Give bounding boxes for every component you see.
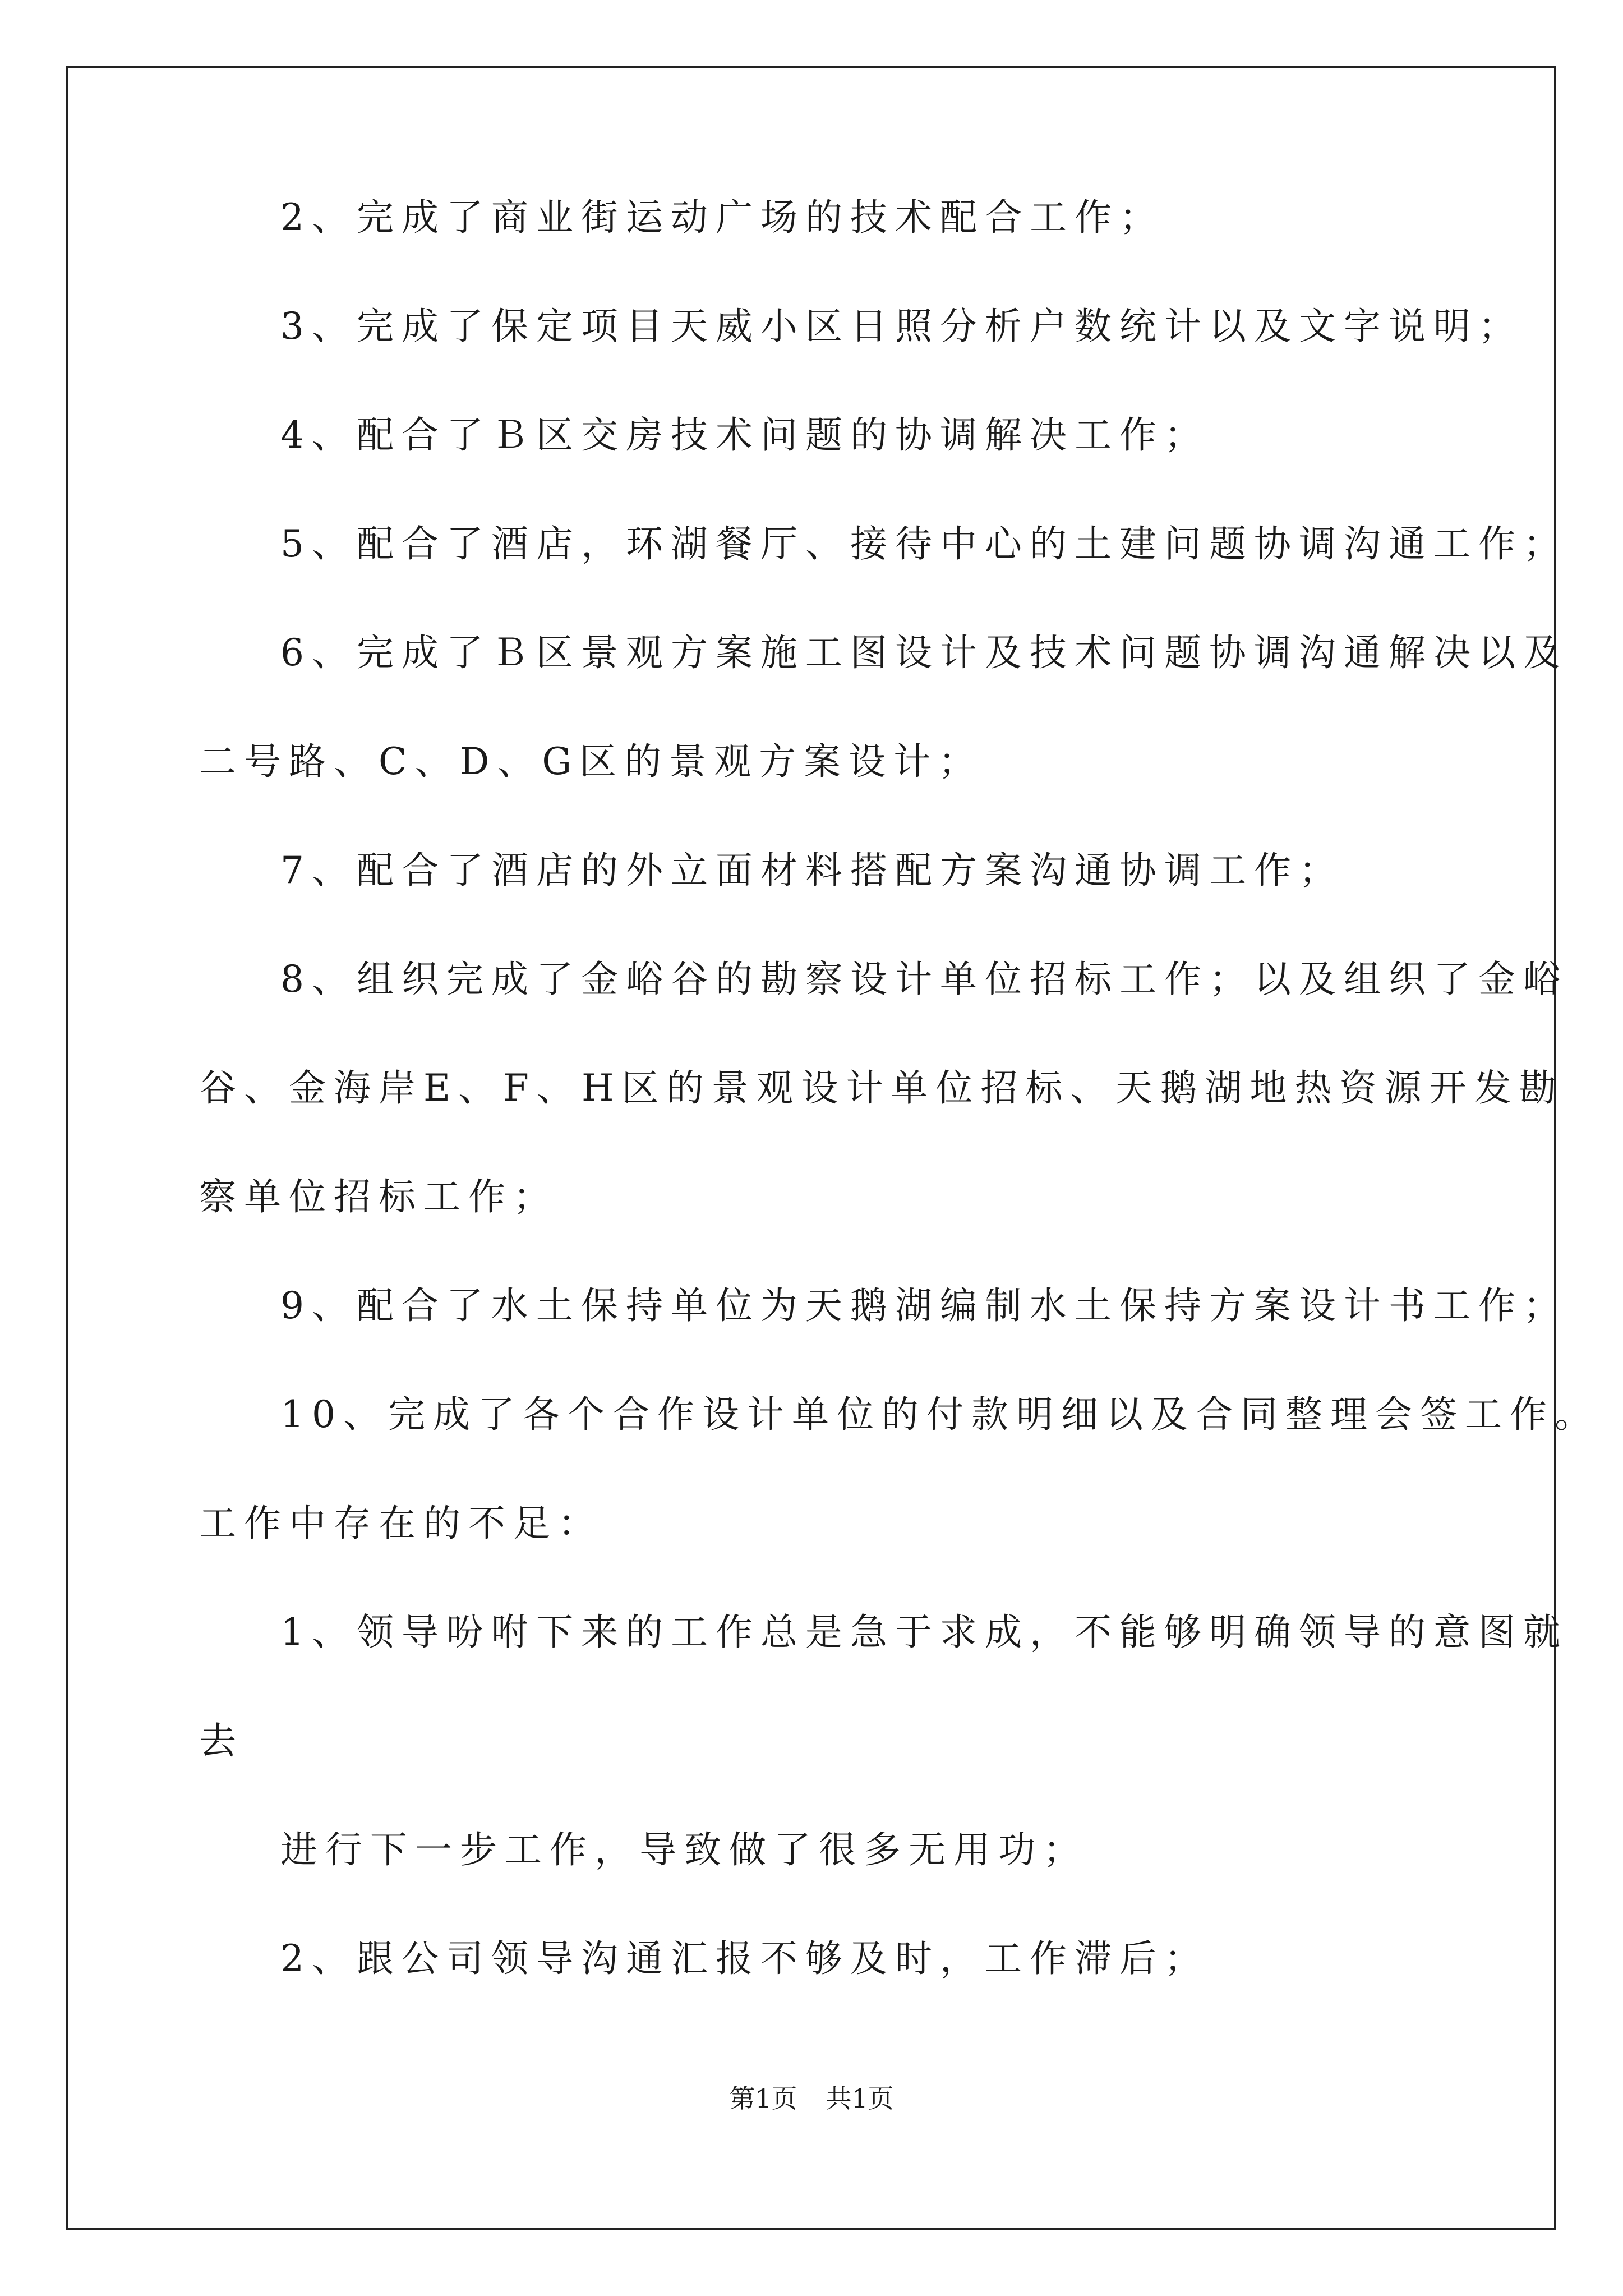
paragraph-line: 9、配合了水土保持单位为天鹅湖编制水土保持方案设计书工作； [280, 1284, 1568, 1327]
paragraph-line: 2、完成了商业街运动广场的技术配合工作； [280, 196, 1164, 239]
paragraph-line: 3、完成了保定项目天威小区日照分析户数统计以及文字说明； [280, 305, 1523, 348]
paragraph-line: 5、配合了酒店，环湖餐厅、接待中心的土建问题协调沟通工作； [280, 522, 1568, 565]
paragraph-line: 进行下一步工作，导致做了很多无用功； [280, 1828, 1088, 1871]
paragraph-line: 谷、金海岸E、F、H区的景观设计单位招标、天鹅湖地热资源开发勘 [199, 1066, 1564, 1110]
paragraph-line: 去 [199, 1719, 244, 1763]
paragraph-line: 1、领导吩咐下来的工作总是急于求成，不能够明确领导的意图就 [280, 1611, 1568, 1654]
paragraph-line: 8、组织完成了金峪谷的勘察设计单位招标工作；以及组织了金峪 [280, 958, 1568, 1001]
paragraph-line: 二号路、C、D、G区的景观方案设计； [199, 740, 984, 783]
section-heading: 工作中存在的不足： [199, 1502, 603, 1545]
paragraph-line: 4、配合了Ｂ区交房技术问题的协调解决工作； [280, 413, 1209, 457]
document-body [199, 196, 1599, 2049]
paragraph-line: 察单位招标工作； [199, 1175, 558, 1218]
paragraph-line: 6、完成了Ｂ区景观方案施工图设计及技术问题协调沟通解决以及 [280, 631, 1568, 674]
paragraph-line: 7、配合了酒店的外立面材料搭配方案沟通协调工作； [280, 849, 1344, 892]
page-number: 第1页 [729, 2083, 797, 2114]
page-footer [0, 2083, 1623, 2114]
paragraph-line: 2、跟公司领导沟通汇报不够及时，工作滞后； [280, 1937, 1209, 1980]
paragraph-line: 10、完成了各个合作设计单位的付款明细以及合同整理会签工作。 [280, 1393, 1599, 1436]
page-total: 共1页 [826, 2083, 894, 2114]
